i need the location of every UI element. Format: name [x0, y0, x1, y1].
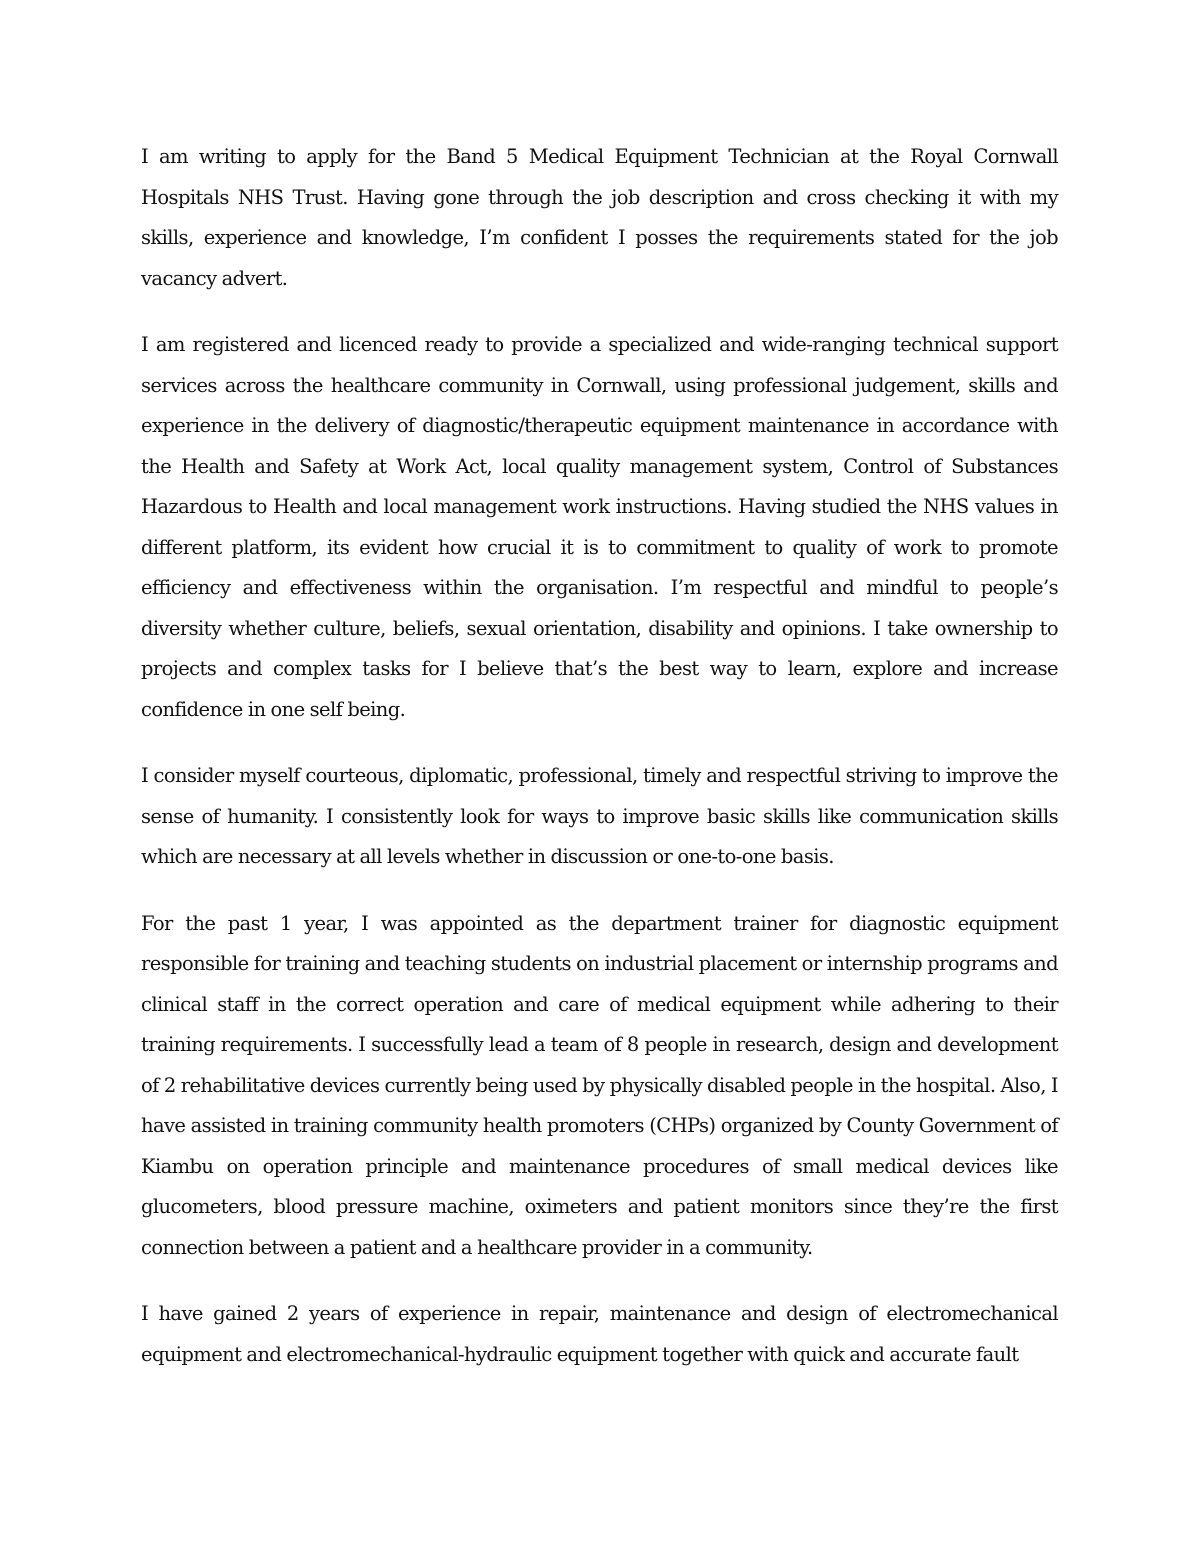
paragraph-registration-and-values: I am registered and licenced ready to provide a specialized and wide-ranging technical support services across the healthcare community in Cornwall, using professional judgement, skills and experience in the delivery of diagnostic/therapeutic equipment maintenance in accordance with the Health and Safety at Work Act, local quality management system, Control of Substances Hazardous to Health and local management work instructions. Having studied the NHS values in different platform, its evident how crucial it is to commitment to quality of work to promote efficiency and effectiveness within the organisation. I’m respectful and mindful to people’s diversity whether culture, beliefs, sexual orientation, disability and opinions. I take ownership to projects and complex tasks for I believe that’s the best way to learn, explore and increase confidence in one self being.	[141, 333, 1058, 721]
paragraph-personal-qualities: I consider myself courteous, diplomatic, professional, timely and respectful striving to improve the sense of humanity. I consistently look for ways to improve basic skills like communication skills which are necessary at all levels whether in discussion or one-to-one basis.	[141, 764, 1058, 868]
paragraph-introduction: I am writing to apply for the Band 5 Medical Equipment Technician at the Royal Cornwall Hospitals NHS Trust. Having gone through the job description and cross checking it with my skills, experience and knowledge, I’m confident I posses the requirements stated for the job vacancy advert.	[141, 145, 1058, 290]
paragraph-technical-experience: I have gained 2 years of experience in repair, maintenance and design of electromechanical equipment and electromechanical-hydraulic equipment together with quick and accurate fault	[141, 1302, 1058, 1366]
paragraph-training-experience: For the past 1 year, I was appointed as the department trainer for diagnostic equipment responsible for training and teaching students on industrial placement or internship programs and clinical staff in the correct operation and care of medical equipment while adhering to their training requirements. I successfully lead a team of 8 people in research, design and development of 2 rehabilitative devices currently being used by physically disabled people in the hospital. Also, I have assisted in training community health promoters (CHPs) organized by County Government of Kiambu on operation principle and maintenance procedures of small medical devices like glucometers, blood pressure machine, oximeters and patient monitors since they’re the first connection between a patient and a healthcare provider in a community.	[141, 911, 1058, 1259]
letter-body	[141, 137, 1058, 1401]
